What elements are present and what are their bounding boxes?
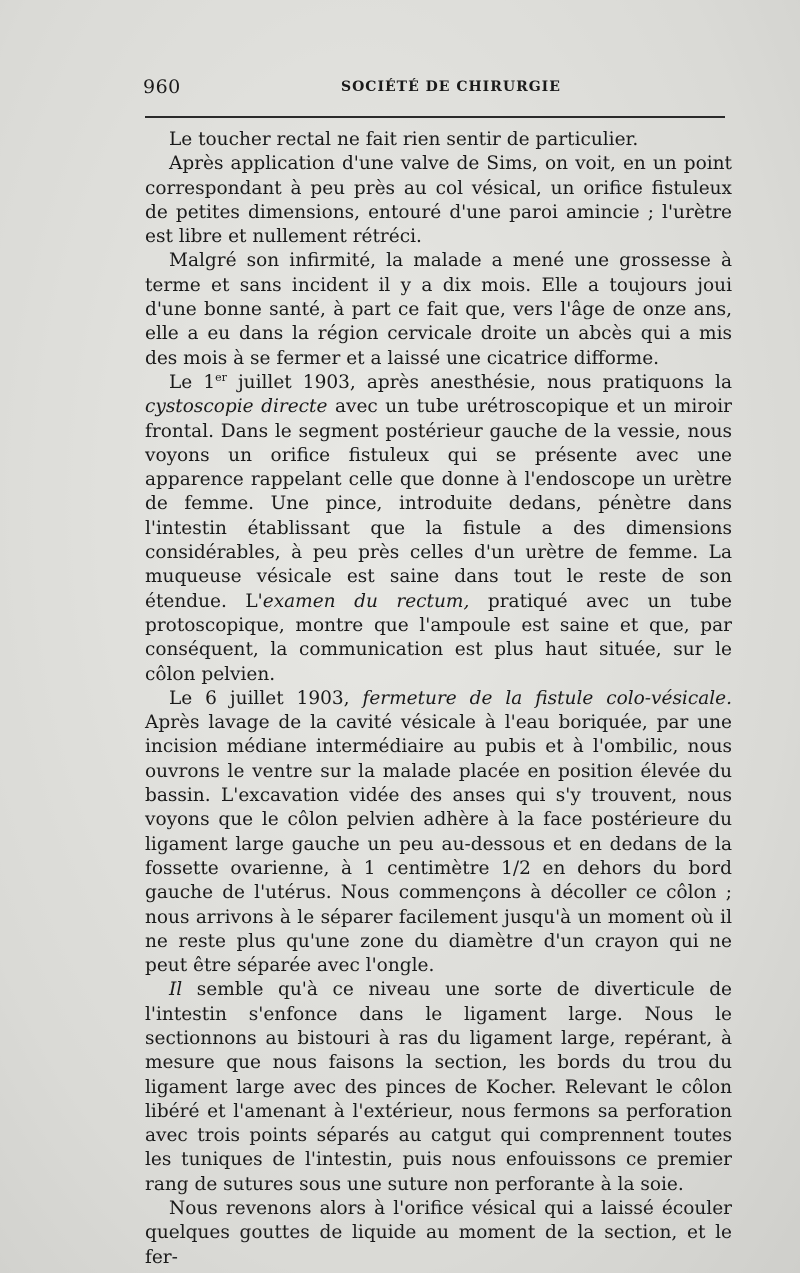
paragraph-1: Le toucher rectal ne fait rien sentir de particulier. — [169, 129, 639, 150]
page-number: 960 — [143, 76, 181, 98]
paragraph-7: Nous revenons alors à l'orifice vésical qui a laissé écouler quelques gouttes de liquide au moment de la section, et le fer- — [145, 1198, 732, 1268]
header-rule — [145, 116, 725, 118]
running-head: SOCIÉTÉ DE CHIRURGIE — [341, 79, 561, 95]
paragraph-4-italic: cystoscopie directe — [145, 396, 328, 418]
paragraph-2: Après application d'une valve de Sims, on voit, en un point correspondant à peu près au col vésical, un orifice fistuleux de petites dimensions, entouré d'une paroi amincie ; l'urètre est libre et nullement rétréci. — [145, 153, 732, 248]
paragraph-5-text: Le 6 juillet 1903, — [169, 687, 363, 709]
paragraph-6 — [145, 978, 732, 1197]
paragraph-4-text: juillet 1903, après anesthésie, nous pratiquons la — [226, 371, 732, 393]
paragraph-4-text: avec un tube urétroscopique et un miroir frontal. Dans le segment postérieur gauche de la vessie, nous voyons un orifice fistuleux qui se présente avec une apparence rappelant celle que donne à l'endoscope un urètre de femme. Une pince, introduite dedans, pénètre dans l'intestin établissant que la fistule a des dimensions considérables, à peu près celles d'un urètre de femme. La muqueuse vésicale est saine dans tout le reste de son étendue. L' — [145, 396, 732, 612]
paragraph-4-superscript: er — [215, 370, 227, 384]
paragraph-4-day: 1 — [203, 371, 216, 393]
paragraph-4-text: pratiqué avec un tube protoscopique, montre que l'ampoule est saine et que, par conséquent, la communication est plus haut située, sur le côlon pelvien. — [145, 590, 732, 685]
page-header — [143, 76, 723, 102]
paragraph-6-text: semble qu'à ce niveau une sorte de diverticule de l'intestin s'enfonce dans le ligament large. Nous le sectionnons au bistouri à ras du ligament large, repérant, à mesure que nous faisons la section, les bords du trou du ligament large avec des pinces de Kocher. Relevant le côlon libéré et l'amenant à l'extérieur, nous fermons sa perforation avec trois points séparés au catgut qui comprennent toutes les tuniques de l'intestin, puis nous enfouissons ce premier rang de sutures sous une suture non perforante à la soie. — [145, 979, 732, 1195]
body-text — [145, 128, 732, 1270]
paragraph-5 — [145, 687, 732, 979]
paragraph-4 — [145, 371, 732, 687]
paragraph-5-text: Après lavage de la cavité vésicale à l'eau boriquée, par une incision médiane intermédiaire au pubis et à l'ombilic, nous ouvrons le ventre sur la malade placée en position élevée du bassin. L'excavation vidée des anses qui s'y trouvent, nous voyons que le côlon pelvien adhère à la face postérieure du ligament large gauche un peu au-dessous et en dedans de la fossette ovarienne, à 1 centimètre 1/2 en dehors du bord gauche de l'utérus. Nous commençons à décoller ce côlon ; nous arrivons à le séparer facilement jusqu'à un moment où il ne reste plus qu'une zone du diamètre d'un crayon qui ne peut être séparée avec l'ongle. — [145, 712, 732, 977]
paragraph-3: Malgré son infirmité, la malade a mené une grossesse à terme et sans incident il y a dix mois. Elle a toujours joui d'une bonne santé, à part ce fait que, vers l'âge de onze ans, elle a eu dans la région cervicale droite un abcès qui a mis des mois à se fermer et a laissé une cicatrice difforme. — [145, 250, 732, 369]
paragraph-4-text: Le — [169, 371, 204, 393]
paragraph-5-italic: fermeture de la fistule colo-vésicale. — [362, 687, 732, 709]
paragraph-6-italic: Il — [169, 979, 183, 1001]
paragraph-4-italic: examen du rectum, — [262, 590, 470, 612]
